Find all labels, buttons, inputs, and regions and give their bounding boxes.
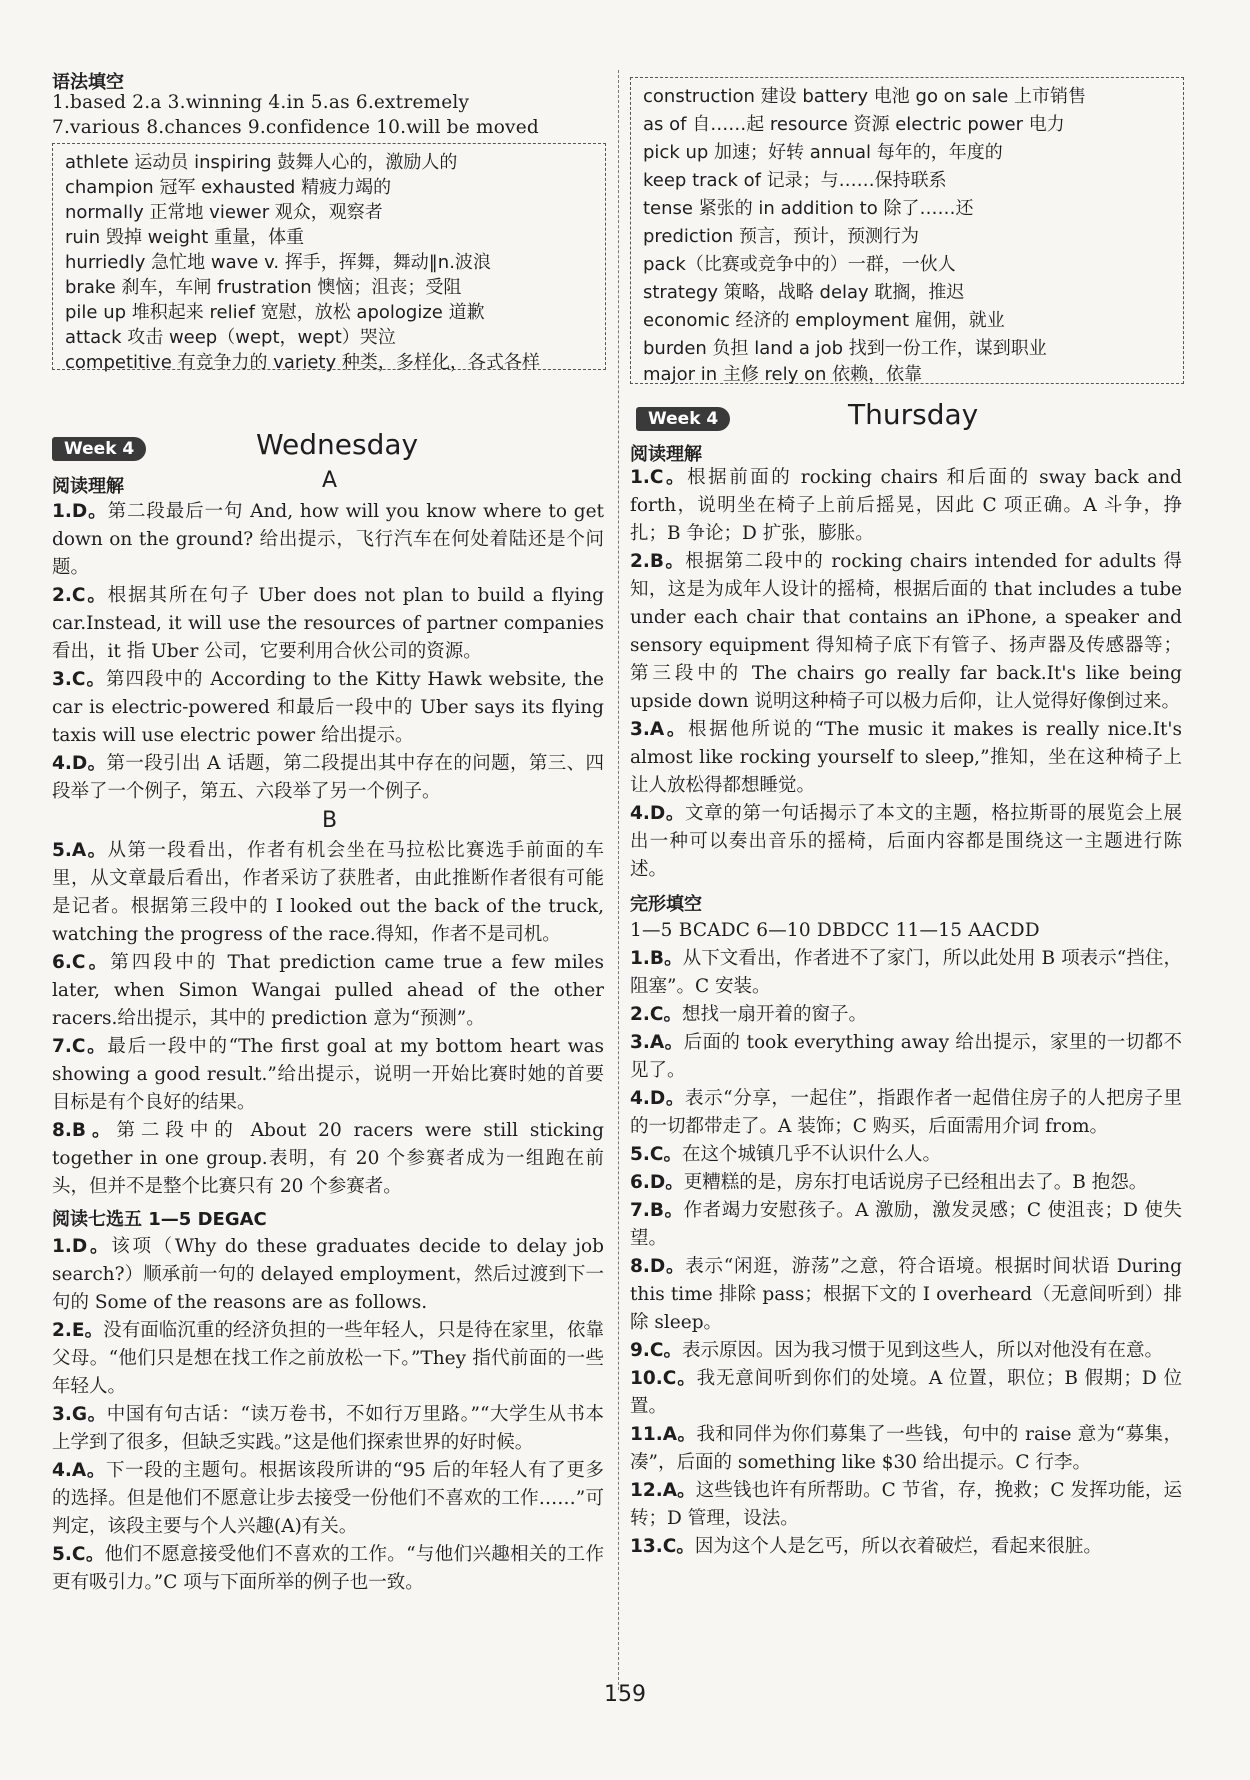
vocab-row: major in 主修 rely on 依赖，依靠: [643, 364, 923, 385]
answer-item: [630, 1253, 1182, 1337]
day-title: Thursday: [848, 398, 979, 431]
answer-item: [52, 1117, 604, 1201]
answer-key: 8.B。: [52, 1120, 117, 1141]
answer-item: [630, 1197, 1182, 1253]
answer-explanation: 中国有句古话：“读万卷书，不如行万里路。”“大学生从书本上学到了很多，但缺乏实践。”这是他们探索世界的好时候。: [52, 1404, 604, 1453]
answer-explanation: 我无意间听到你们的处境。A 位置，职位；B 假期；D 位置。: [630, 1368, 1182, 1417]
answer-key: 9.C。: [630, 1340, 682, 1361]
answers-cloze: [630, 945, 1182, 1561]
vocab-row: hurriedly 急忙地 wave v. 挥手，挥舞，舞动‖n.波浪: [65, 252, 491, 273]
answer-key: 5.C。: [52, 1544, 105, 1565]
answer-key: 2.C。: [630, 1004, 682, 1025]
answer-key: 4.D。: [630, 803, 686, 824]
vocab-row: economic 经济的 employment 雇佣，就业: [643, 310, 1005, 331]
part-b-label: B: [322, 808, 338, 833]
answer-item: [52, 1541, 604, 1597]
answer-explanation: 他们不愿意接受他们不喜欢的工作。“与他们兴趣相关的工作更有吸引力。”C 项与下面所举的例子也一致。: [52, 1544, 604, 1593]
answer-item: [630, 1001, 1182, 1029]
answer-item: [52, 949, 604, 1033]
column-divider: [618, 70, 619, 1690]
answer-item: [52, 750, 604, 806]
vocab-row: tense 紧张的 in addition to 除了……还: [643, 198, 974, 219]
part-a-label: A: [322, 468, 338, 493]
vocab-row: athlete 运动员 inspiring 鼓舞人心的，激励人的: [65, 152, 458, 173]
vocab-box-left: [52, 143, 606, 373]
answer-explanation: 第一段引出 A 话题，第二段提出其中存在的问题，第三、四段举了一个例子，第五、六段举了另一个例子。: [52, 753, 604, 802]
answer-item: [630, 945, 1182, 1001]
answer-key: 13.C。: [630, 1536, 695, 1557]
answer-item: [52, 1317, 604, 1401]
vocab-row: burden 负担 land a job 找到一份工作，谋到职业: [643, 338, 1047, 359]
answer-item: [630, 548, 1182, 716]
grammar-answers-line1: 1.based 2.a 3.winning 4.in 5.as 6.extremely: [52, 92, 470, 113]
answer-key: 1.D。: [52, 501, 108, 522]
answer-explanation: 根据第二段中的 rocking chairs intended for adults 得知，这是为成年人设计的摇椅，根据后面的 that includes a tube under each chair that contains an iPhone, a speaker and sensory equipment 得知椅子底下有管子、扬声器及传感器等；第三段中的 The chairs go really far back.It's like being upside down 说明这种椅子可以极力后仰，让人觉得好像倒过来。: [630, 551, 1182, 712]
week-badge: Week 4: [636, 407, 730, 431]
vocab-row: brake 刹车，车闸 frustration 懊恼；沮丧；受阻: [65, 277, 462, 298]
answer-item: [52, 582, 604, 666]
vocab-box-right: [630, 77, 1184, 384]
vocab-row: pack（比赛或竞争中的）一群，一伙人: [643, 254, 956, 275]
answer-explanation: 从第一段看出，作者有机会坐在马拉松比赛选手前面的车里，从文章最后看出，作者采访了获胜者，由此推断作者很有可能是记者。根据第三段中的 I looked out the back of the truck, watching the progress of the race.得知，作者不是司机。: [52, 840, 604, 945]
answer-key: 6.D。: [630, 1172, 684, 1193]
answer-explanation: 该项（Why do these graduates decide to delay job search?）顺承前一句的 delayed employment，然后过渡到下一句的 Some of the reasons are as follows.: [52, 1236, 604, 1313]
vocab-row: ruin 毁掉 weight 重量，体重: [65, 227, 305, 248]
answer-explanation: 第四段中的 That prediction came true a few miles later, when Simon Wangai pulled ahead of the other racers.给出提示，其中的 prediction 意为“预测”。: [52, 952, 604, 1029]
answer-key: 1.C。: [630, 467, 688, 488]
vocab-row: champion 冠军 exhausted 精疲力竭的: [65, 177, 392, 198]
answer-explanation: 表示原因。因为我习惯于见到这些人，所以对他没有在意。: [681, 1340, 1163, 1361]
answer-item: [52, 1401, 604, 1457]
answer-item: [52, 1457, 604, 1541]
answer-explanation: 第二段最后一句 And, how will you know where to get down on the ground? 给出提示，飞行汽车在何处着陆还是个问题。: [52, 501, 604, 578]
answer-explanation: 第二段中的 About 20 racers were still sticking together in one group.表明，有 20 个参赛者成为一组跑在前头，但并不是整个比赛只有 20 个参赛者。: [52, 1120, 604, 1197]
answer-item: [52, 1033, 604, 1117]
answer-key: 3.C。: [52, 669, 106, 690]
answer-explanation: 作者竭力安慰孩子。A 激励，激发灵感；C 使沮丧；D 使失望。: [630, 1200, 1182, 1249]
answer-explanation: 后面的 took everything away 给出提示，家里的一切都不见了。: [630, 1032, 1182, 1081]
reading-heading: 阅读理解: [630, 444, 702, 465]
vocab-row: competitive 有竞争力的 variety 种类，多样化，各式各样: [65, 352, 540, 373]
answer-explanation: 根据其所在句子 Uber does not plan to build a flying car.Instead, it will use the resources of partner companies 看出，it 指 Uber 公司，它要利用合伙公司的资源。: [52, 585, 604, 662]
answer-key: 2.B。: [630, 551, 686, 572]
answer-key: 5.C。: [630, 1144, 682, 1165]
answer-key: 7.C。: [52, 1036, 108, 1057]
answer-item: [630, 1365, 1182, 1421]
answer-key: 11.A。: [630, 1424, 697, 1445]
answer-item: [52, 498, 604, 582]
answer-item: [52, 1233, 604, 1317]
answer-key: 3.G。: [52, 1404, 107, 1425]
answer-explanation: 文章的第一句话揭示了本文的主题，格拉斯哥的展览会上展出一种可以奏出音乐的摇椅，后面内容都是围绕这一主题进行陈述。: [630, 803, 1182, 880]
answer-item: [630, 1421, 1182, 1477]
cloze-heading: 完形填空: [630, 894, 702, 915]
answer-item: [630, 1533, 1182, 1561]
vocab-row: prediction 预言，预计，预测行为: [643, 226, 920, 247]
answer-explanation: 根据他所说的“The music it makes is really nice.It's almost like rocking yourself to sleep,”推知，坐在这种椅子上让人放松得都想睡觉。: [630, 719, 1183, 796]
vocab-row: pick up 加速；好转 annual 每年的，年度的: [643, 142, 1003, 163]
answer-key: 4.A。: [52, 1460, 106, 1481]
answer-key: 12.A。: [630, 1480, 696, 1501]
answer-item: [630, 464, 1182, 548]
answer-item: [630, 1169, 1182, 1197]
answer-item: [630, 1029, 1182, 1085]
answer-explanation: 更糟糕的是，房东打电话说房子已经租出去了。B 抱怨。: [683, 1172, 1148, 1193]
answer-item: [52, 666, 604, 750]
vocab-row: strategy 策略，战略 delay 耽搁，推迟: [643, 282, 965, 303]
answer-explanation: 这些钱也许有所帮助。C 节省，存，挽救；C 发挥功能，运转；D 管理，设法。: [630, 1480, 1183, 1529]
answer-item: [630, 1477, 1182, 1533]
vocab-row: as of 自……起 resource 资源 electric power 电力: [643, 114, 1065, 135]
week-badge: Week 4: [52, 437, 146, 461]
answer-key: 6.C。: [52, 952, 111, 973]
answer-key: 1.D。: [52, 1236, 112, 1257]
answer-key: 4.D。: [630, 1088, 685, 1109]
answer-explanation: 根据前面的 rocking chairs 和后面的 sway back and forth，说明坐在椅子上前后摇晃，因此 C 项正确。A 斗争，挣扎；B 争论；D 扩张，膨胀。: [630, 467, 1182, 544]
answer-key: 4.D。: [52, 753, 107, 774]
answer-key: 1.B。: [630, 948, 683, 969]
answer-item: [630, 800, 1182, 884]
answer-key: 10.C。: [630, 1368, 697, 1389]
answer-explanation: 下一段的主题句。根据该段所讲的“95 后的年轻人有了更多的选择。但是他们不愿意让步去接受一份他们不喜欢的工作……”可判定，该段主要与个人兴趣(A)有关。: [52, 1460, 604, 1537]
answer-explanation: 没有面临沉重的经济负担的一些年轻人，只是待在家里，依靠父母。“他们只是想在找工作之前放松一下。”They 指代前面的一些年轻人。: [52, 1320, 604, 1397]
answer-item: [52, 837, 604, 949]
seven-choose-five-heading: 阅读七选五 1—5 DEGAC: [52, 1209, 267, 1230]
cloze-answer-keys: 1—5 BCADC 6—10 DBDCC 11—15 AACDD: [630, 920, 1040, 941]
answer-key: 8.D。: [630, 1256, 686, 1277]
answer-key: 2.C。: [52, 585, 108, 606]
answer-explanation: 我和同伴为你们募集了一些钱，句中的 raise 意为“募集，凑”，后面的 something like $30 给出提示。C 行李。: [630, 1424, 1183, 1473]
grammar-heading: 语法填空: [52, 72, 124, 93]
answer-item: [630, 1085, 1182, 1141]
answers-seven-choose-five: [52, 1233, 604, 1597]
answer-item: [630, 716, 1182, 800]
grammar-answers-line2: 7.various 8.chances 9.confidence 10.will be moved: [52, 117, 539, 138]
answer-explanation: 因为这个人是乞丐，所以衣着破烂，看起来很脏。: [694, 1536, 1102, 1557]
vocab-row: construction 建设 battery 电池 go on sale 上市销售: [643, 86, 1087, 107]
reading-heading: 阅读理解: [52, 476, 124, 497]
answer-explanation: 第四段中的 According to the Kitty Hawk website, the car is electric-powered 和最后一段中的 Uber says its flying taxis will use electric power 给出提示。: [52, 669, 604, 746]
answer-explanation: 表示“闲逛，游荡”之意，符合语境。根据时间状语 During this time 排除 pass；根据下文的 I overheard（无意间听到）排除 sleep。: [630, 1256, 1182, 1333]
answer-key: 7.B。: [630, 1200, 684, 1221]
vocab-row: normally 正常地 viewer 观众，观察者: [65, 202, 383, 223]
answer-key: 2.E。: [52, 1320, 104, 1341]
answer-key: 5.A。: [52, 840, 108, 861]
answer-explanation: 最后一段中的“The first goal at my bottom heart was showing a good result.”给出提示，说明一开始比赛时她的首要目标是有个良好的结果。: [52, 1036, 604, 1113]
answer-explanation: 从下文看出，作者进不了家门，所以此处用 B 项表示“挡住，阻塞”。C 安装。: [630, 948, 1182, 997]
vocab-row: keep track of 记录；与……保持联系: [643, 170, 947, 191]
answer-key: 3.A。: [630, 719, 688, 740]
answers-reading: [630, 464, 1182, 884]
answer-explanation: 在这个城镇几乎不认识什么人。: [681, 1144, 941, 1165]
answers-part-a: [52, 498, 604, 806]
day-title: Wednesday: [256, 428, 419, 461]
answer-item: [630, 1337, 1182, 1365]
vocab-row: attack 攻击 weep（wept，wept）哭泣: [65, 327, 396, 348]
vocab-row: pile up 堆积起来 relief 宽慰，放松 apologize 道歉: [65, 302, 485, 323]
page-number: 159: [604, 1682, 646, 1707]
answer-explanation: 表示“分享，一起住”，指跟作者一起借住房子的人把房子里的一切都带走了。A 装饰；C 购买，后面需用介词 from。: [630, 1088, 1182, 1137]
answer-key: 3.A。: [630, 1032, 684, 1053]
answer-explanation: 想找一扇开着的窗子。: [681, 1004, 867, 1025]
answer-item: [630, 1141, 1182, 1169]
answers-part-b: [52, 837, 604, 1201]
